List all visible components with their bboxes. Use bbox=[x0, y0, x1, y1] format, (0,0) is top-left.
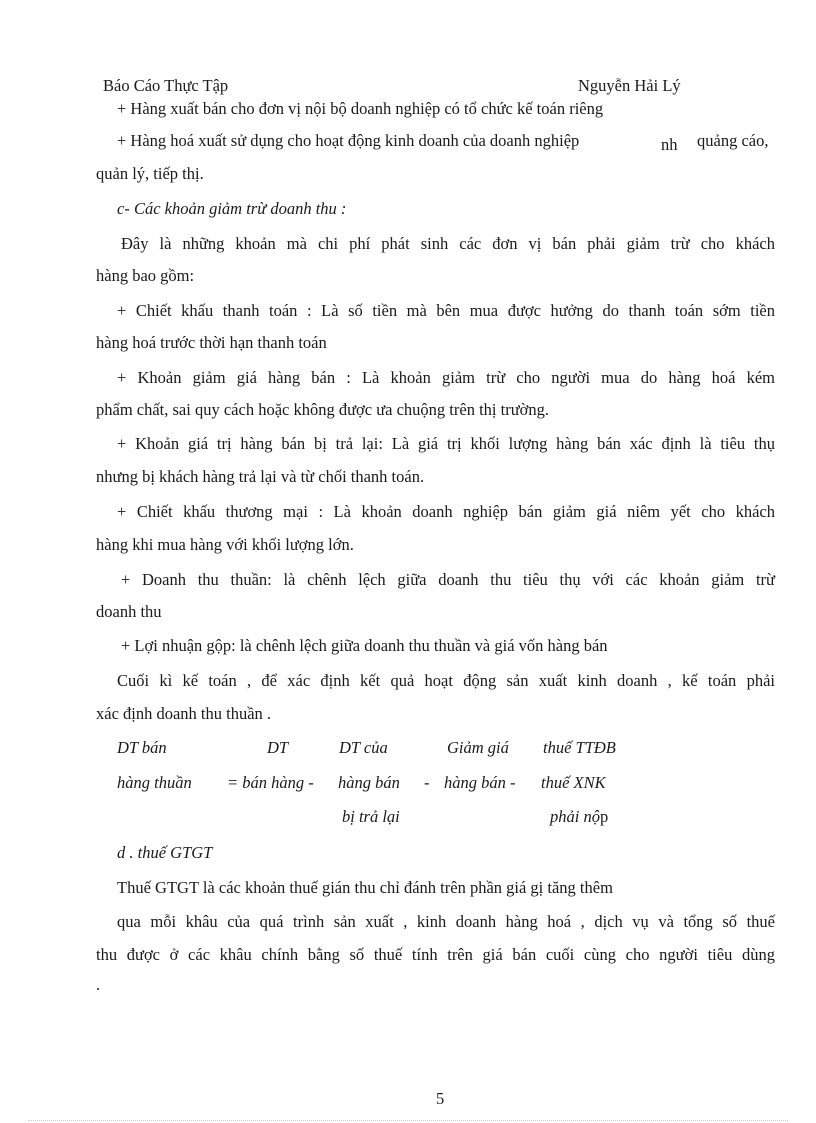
text-line: + Chiết khấu thanh toán : Là số tiền mà bên mua được hưởng do thanh toán sớm tiền bbox=[117, 301, 775, 320]
formula-term: bị trả lại bbox=[342, 807, 400, 826]
text-line: hàng bao gồm: bbox=[96, 266, 195, 285]
text-line: phẩm chất, sai quy cách hoặc không được ưa chuộng trên thị trường. bbox=[96, 400, 549, 419]
formula-term: = bán hàng - bbox=[227, 773, 314, 792]
text-line: + Hàng xuất bán cho đơn vị nội bộ doanh nghiệp có tổ chức kế toán riêng bbox=[117, 99, 604, 118]
formula-term: thuế TTĐB bbox=[543, 738, 616, 757]
text-line: hàng hoá trước thời hạn thanh toán bbox=[96, 333, 327, 352]
formula-term: DT của bbox=[339, 738, 388, 757]
formula-operator: - bbox=[424, 773, 430, 792]
header-author: Nguyễn Hải Lý bbox=[578, 76, 681, 95]
text-line: + Lợi nhuận gộp: là chênh lệch giữa doanh thu thuần và giá vốn hàng bán bbox=[121, 636, 608, 655]
text-line: doanh thu bbox=[96, 602, 162, 621]
page-number: 5 bbox=[436, 1089, 445, 1108]
section-heading: c- Các khoản giảm trừ doanh thu : bbox=[117, 199, 347, 218]
text-line: + Khoản giá trị hàng bán bị trả lại: Là giá trị khối lượng hàng bán xác định là tiêu thụ bbox=[117, 434, 775, 453]
formula-term: hàng thuần bbox=[117, 773, 192, 792]
text-line: nhưng bị khách hàng trả lại và từ chối thanh toán. bbox=[96, 467, 425, 486]
text-fragment: quảng cáo, bbox=[697, 131, 769, 150]
formula-term-part: phải nộ bbox=[550, 807, 600, 826]
footer-divider bbox=[28, 1120, 788, 1121]
formula-term: DT bán bbox=[117, 738, 167, 757]
text-line: + Chiết khấu thương mại : Là khoản doanh nghiệp bán giảm giá niêm yết cho khách bbox=[117, 502, 775, 521]
text-line: Đây là những khoản mà chi phí phát sinh các đơn vị bán phải giảm trừ cho khách bbox=[121, 234, 775, 253]
formula-term: thuế XNK bbox=[541, 773, 606, 792]
formula-term bbox=[550, 807, 608, 827]
text-line: qua mỗi khâu của quá trình sản xuất , kinh doanh hàng hoá , dịch vụ và tổng số thuế bbox=[117, 912, 775, 931]
text-line: thu được ở các khâu chính bằng số thuế tính trên giá bán cuối cùng cho người tiêu dùng bbox=[96, 945, 775, 964]
formula-term: hàng bán bbox=[338, 773, 400, 792]
header-title: Báo Cáo Thực Tập bbox=[103, 76, 229, 95]
text-line: + Hàng hoá xuất sử dụng cho hoạt động kinh doanh của doanh nghiệp bbox=[117, 131, 580, 150]
formula-term: hàng bán - bbox=[444, 773, 516, 792]
text-line: + Khoản giảm giá hàng bán : Là khoản giảm trừ cho người mua do hàng hoá kém bbox=[117, 368, 775, 387]
formula-term-part: p bbox=[599, 807, 609, 826]
section-heading: d . thuế GTGT bbox=[117, 843, 213, 862]
text-line: Cuối kì kế toán , để xác định kết quả hoạt động sản xuất kinh doanh , kế toán phải bbox=[117, 671, 775, 690]
text-line: + Doanh thu thuần: là chênh lệch giữa doanh thu tiêu thụ với các khoản giảm trừ bbox=[121, 570, 775, 589]
text-line: xác định doanh thu thuần . bbox=[96, 704, 272, 723]
text-line: Thuế GTGT là các khoản thuế gián thu chỉ đánh trên phần giá gị tăng thêm bbox=[117, 878, 613, 897]
text-line: quản lý, tiếp thị. bbox=[96, 164, 204, 183]
text-line: hàng khi mua hàng với khối lượng lớn. bbox=[96, 535, 354, 554]
formula-term: Giảm giá bbox=[447, 738, 509, 757]
formula-term: DT bbox=[267, 738, 289, 757]
text-fragment: nh bbox=[661, 135, 678, 154]
text-line: . bbox=[96, 975, 101, 994]
